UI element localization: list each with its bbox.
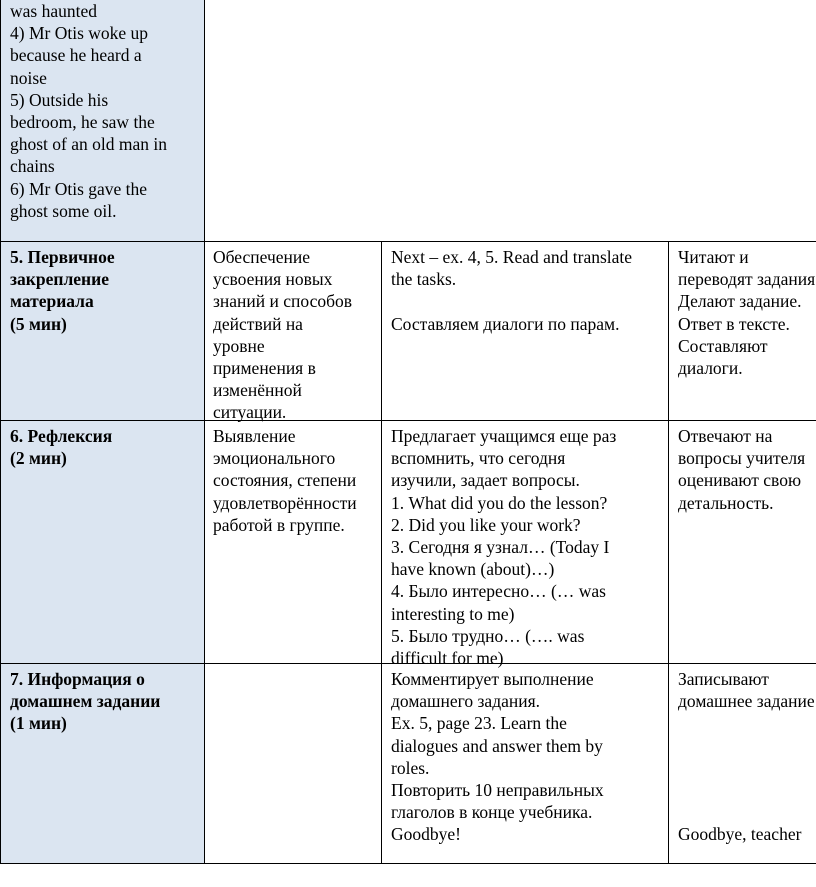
row-border-1: [0, 241, 816, 242]
stage-5-goal: Обеспечение усвоения новых знаний и способов действий на уровне применения в изменённой ситуации.: [213, 247, 353, 423]
row-border-bottom: [0, 863, 816, 864]
table-border-col2: [381, 241, 382, 864]
table-border-left: [0, 0, 1, 864]
stage-7-teacher-activity: Комментирует выполнение домашнего задания. Ex. 5, page 23. Learn the dialogues and answer them by roles. Повторить 10 неправильных глаголов в конце учебника. Goodbye!: [391, 669, 604, 845]
stage-continuation-text: was haunted 4) Mr Otis woke up because he heard a noise 5) Outside his bedroom, he saw the ghost of an old man in chains 6) Mr Otis gave the ghost some oil.: [10, 1, 167, 221]
stage-6-students-activity: Отвечают на вопросы учителя оценивают свою детальность.: [678, 426, 806, 513]
stage-6-title: 6. Рефлексия (2 мин): [10, 426, 113, 469]
stage-5-title: 5. Первичное закрепление материала (5 мин): [10, 247, 115, 334]
stage-6-teacher-activity: Предлагает учащимся еще раз вспомнить, что сегодня изучили, задает вопросы. 1. What did you do the lesson? 2. Did you like your work? 3. Сегодня я узнал… (Today I have known (about)…) 4. Было интересно… (… was interesting to me) 5. Было трудно… (…. was difficult for me): [391, 426, 617, 669]
table-border-col3: [668, 241, 669, 864]
stage-7-title: 7. Информация о домашнем задании (1 мин): [10, 669, 161, 734]
stage-7-students-goodbye: Goodbye, teacher: [678, 824, 802, 844]
stage-7-students-activity: Записывают домашнее задание: [678, 669, 815, 712]
stage-6-goal: Выявление эмоционального состояния, степени удовлетворённости работой в группе.: [213, 426, 357, 535]
table-border-col1: [204, 0, 205, 864]
stage-5-students-activity: Читают и переводят задания Делают задание. Ответ в тексте. Составляют диалоги.: [678, 247, 816, 379]
row-border-2: [0, 420, 816, 421]
stage-5-teacher-activity: Next – ex. 4, 5. Read and translate the tasks. Составляем диалоги по парам.: [391, 247, 633, 334]
